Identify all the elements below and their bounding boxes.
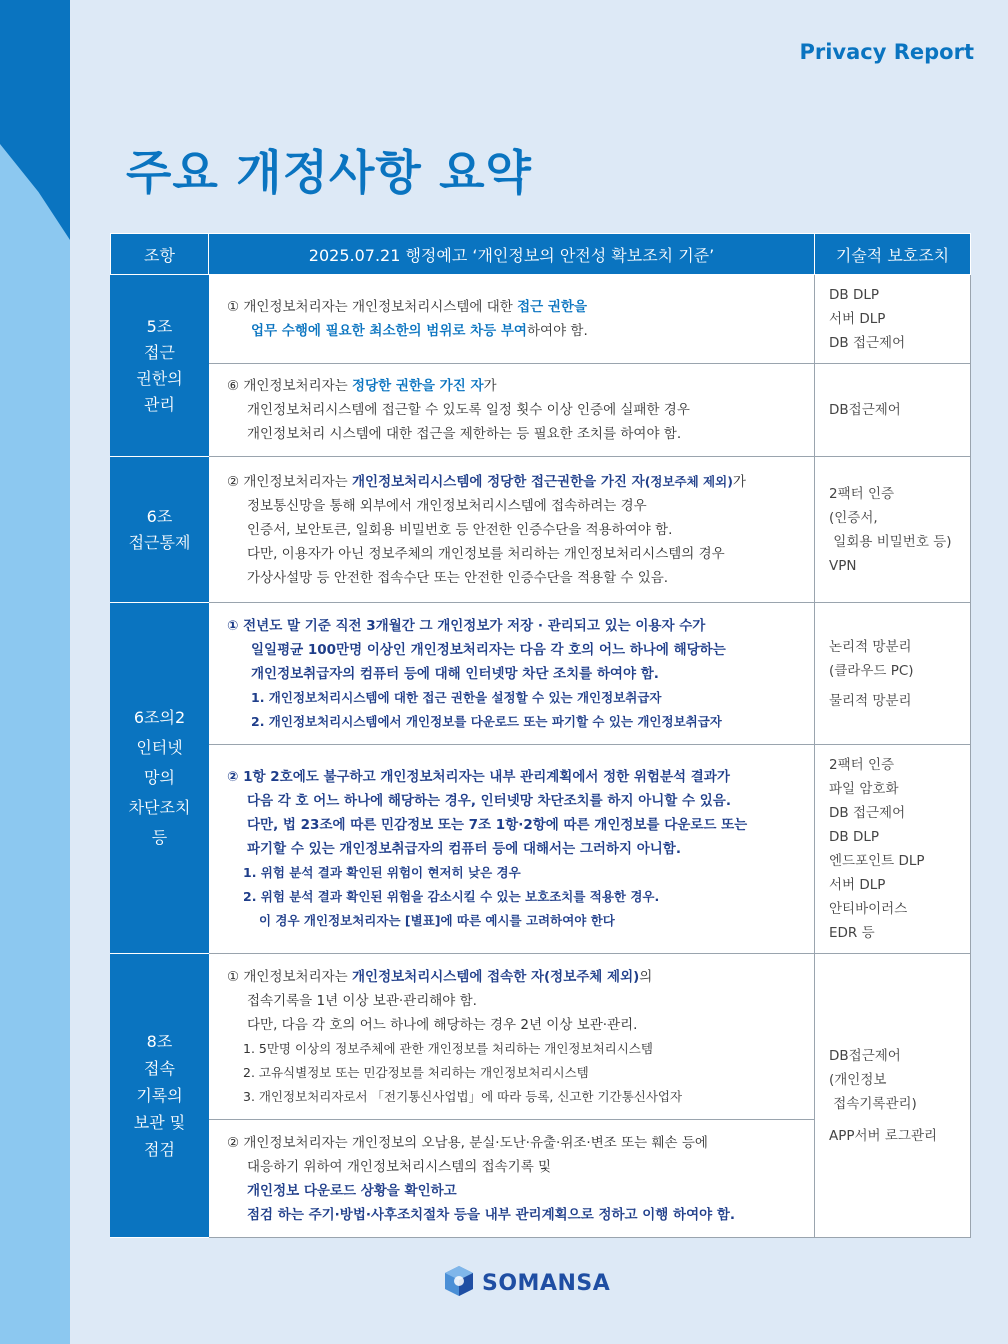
content-line: 1. 5만명 이상의 정보주체에 관한 개인정보를 처리하는 개인정보처리시스템 xyxy=(243,1040,653,1056)
clause-cell-5 xyxy=(111,275,209,457)
clause-cell-6 xyxy=(111,457,209,603)
highlight-text: 개인정보처리시스템에 정당한 접근권한을 가진 자 xyxy=(352,473,645,490)
content-line xyxy=(227,374,802,398)
tech-item: EDR 등 xyxy=(829,925,875,941)
highlight-text: 정당한 권한을 가진 자 xyxy=(352,378,484,394)
summary-table xyxy=(110,233,971,1238)
table-header-row xyxy=(111,234,971,275)
clause-line: 차단조치 xyxy=(128,798,191,817)
content-cell xyxy=(209,1120,815,1238)
clause-line: 인터넷 xyxy=(136,738,183,757)
clause-line: 6조 xyxy=(146,506,173,526)
highlight-text: 업무 수행에 필요한 최소한의 범위로 차등 부여 xyxy=(251,323,527,339)
content-line: 일일평균 100만명 이상인 개인정보처리자는 다음 각 호의 어느 하나에 해당하는 xyxy=(251,641,726,658)
content-cell xyxy=(209,954,815,1120)
page-title: 주요 개정사항 요약 xyxy=(126,146,532,201)
tech-item: DB 접근제어 xyxy=(829,805,906,821)
content-line xyxy=(227,319,802,343)
content-line: 파기할 수 있는 개인정보취급자의 컴퓨터 등에 대해서는 그러하지 아니함. xyxy=(247,841,681,857)
header-content: 2025.07.21 행정예고 ‘개인정보의 안전성 확보조치 기준’ xyxy=(209,234,815,275)
text: ⑥ 개인정보처리자는 xyxy=(227,378,353,394)
content-line: 이 경우 개인정보처리자는 [별표]에 따른 예시를 고려하여야 한다 xyxy=(259,913,615,928)
tech-cell xyxy=(815,745,971,954)
tech-item: 2팩터 인증 xyxy=(829,757,895,773)
tech-item: 접속기록관리) xyxy=(829,1095,917,1112)
clause-line: 5조 xyxy=(146,316,173,336)
tech-item: (인증서, xyxy=(829,509,878,526)
content-line: 개인정보 다운로드 상황을 확인하고 xyxy=(247,1182,457,1199)
content-line: 1. 개인정보처리시스템에 대한 접근 권한을 설정할 수 있는 개인정보취급자 xyxy=(251,689,662,705)
table-row xyxy=(111,954,971,1120)
tech-item: DB DLP xyxy=(829,287,880,303)
text: 의 xyxy=(639,968,653,985)
content-line: 2. 위험 분석 결과 확인된 위험을 감소시킬 수 있는 보호조치를 적용한 경우. xyxy=(243,889,660,904)
content-line: 다음 각 호 어느 하나에 해당하는 경우, 인터넷망 차단조치를 하지 아니할 수 있음. xyxy=(247,793,731,809)
text: ① 개인정보처리자는 개인정보처리시스템에 대한 xyxy=(227,299,518,315)
tech-item: 물리적 망분리 xyxy=(829,692,912,709)
highlight-text: 개인정보처리시스템에 접속한 자(정보주체 제외) xyxy=(352,968,640,985)
content-line: ① 전년도 말 기준 직전 3개월간 그 개인정보가 저장 · 관리되고 있는 이용자 수가 xyxy=(227,617,706,634)
content-cell xyxy=(209,603,815,745)
tech-cell xyxy=(815,275,971,364)
content-line: ② 1항 2호에도 불구하고 개인정보처리자는 내부 관리계획에서 정한 위험분석 결과가 xyxy=(227,769,730,785)
clause-line: 관리 xyxy=(144,394,175,414)
tech-item: 2팩터 인증 xyxy=(829,485,895,502)
tech-item: 논리적 망분리 xyxy=(829,638,912,655)
clause-line: 보관 및 xyxy=(133,1113,186,1132)
tech-item: DB접근제어 xyxy=(829,402,901,418)
content-line: 개인정보처리시스템에 접근할 수 있도록 일정 횟수 이상 인증에 실패한 경우 xyxy=(247,402,690,418)
content-cell xyxy=(209,457,815,603)
content-line: 다만, 이용자가 아닌 정보주체의 개인정보를 처리하는 개인정보처리시스템의 경우 xyxy=(247,545,725,562)
content-line: ② 개인정보처리자는 개인정보의 오남용, 분실·도난·유출·위조·변조 또는 훼손 등에 xyxy=(227,1134,708,1151)
table-row xyxy=(111,275,971,364)
content-line: 1. 위험 분석 결과 확인된 위험이 현저히 낮은 경우 xyxy=(243,865,521,880)
tech-item: DB접근제어 xyxy=(829,1047,901,1064)
content-cell xyxy=(209,364,815,457)
clause-line: 접근 xyxy=(144,342,175,362)
content-line: 가상사설망 등 안전한 접속수단 또는 안전한 인증수단을 적용할 수 있음. xyxy=(247,569,669,586)
tech-item: APP서버 로그관리 xyxy=(829,1127,938,1144)
content-line: 다만, 다음 각 호의 어느 하나에 해당하는 경우 2년 이상 보관·관리. xyxy=(247,1016,638,1033)
clause-cell-6-2 xyxy=(111,603,209,954)
tech-item: DB 접근제어 xyxy=(829,335,906,351)
clause-line: 기록의 xyxy=(136,1086,183,1105)
tech-item: 일회용 비밀번호 등) xyxy=(829,533,952,550)
summary-table-wrapper xyxy=(110,233,970,1238)
content-line: 3. 개인정보처리자로서 「전기통신사업법」에 따라 등록, 신고한 기간통신사업자 xyxy=(243,1088,683,1104)
tech-item: (클라우드 PC) xyxy=(829,662,914,679)
clause-line: 6조의2 xyxy=(133,708,186,727)
clause-cell-8 xyxy=(111,954,209,1238)
text: ② 개인정보처리자는 xyxy=(227,473,353,490)
clause-line: 등 xyxy=(151,828,168,847)
tech-cell xyxy=(815,457,971,603)
text: 가 xyxy=(732,473,746,490)
text: 하여야 함. xyxy=(526,323,588,339)
tech-item: 서버 DLP xyxy=(829,877,886,893)
company-logo xyxy=(442,1264,610,1302)
highlight-text: (정보주체 제외) xyxy=(644,473,733,489)
highlight-text: 접근 권한을 xyxy=(517,299,587,315)
content-line xyxy=(227,470,802,494)
content-line: 접속기록을 1년 이상 보관·관리해야 함. xyxy=(247,992,477,1009)
content-line: 대응하기 위하여 개인정보처리시스템의 접속기록 및 xyxy=(247,1158,552,1175)
content-cell xyxy=(209,745,815,954)
clause-line: 8조 xyxy=(146,1032,173,1051)
table-row xyxy=(111,457,971,603)
content-line: 2. 개인정보처리시스템에서 개인정보를 다운로드 또는 파기할 수 있는 개인정보취급자 xyxy=(251,713,722,729)
clause-line: 점검 xyxy=(144,1140,175,1159)
tech-cell xyxy=(815,954,971,1238)
table-row xyxy=(111,603,971,745)
report-label: Privacy Report xyxy=(799,40,974,64)
content-line: 인증서, 보안토큰, 일회용 비밀번호 등 안전한 인증수단을 적용하여야 함. xyxy=(247,521,673,538)
content-cell xyxy=(209,275,815,364)
content-line: 정보통신망을 통해 외부에서 개인정보처리시스템에 접속하려는 경우 xyxy=(247,497,647,514)
content-line: 점검 하는 주기·방법·사후조치절차 등을 내부 관리계획으로 정하고 이행 하여야 함. xyxy=(247,1206,736,1223)
tech-item: DB DLP xyxy=(829,829,880,845)
tech-item: 엔드포인트 DLP xyxy=(829,853,925,869)
content-line xyxy=(227,295,802,319)
clause-line: 접속 xyxy=(144,1059,175,1078)
content-line: 개인정보처리 시스템에 대한 접근을 제한하는 등 필요한 조치를 하여야 함. xyxy=(247,426,682,442)
tech-item: 서버 DLP xyxy=(829,311,886,327)
content-line: 다만, 법 23조에 따른 민감정보 또는 7조 1항·2항에 따른 개인정보를 다운로드 또는 xyxy=(247,817,748,833)
clause-line: 접근통제 xyxy=(128,532,191,552)
table-row xyxy=(111,745,971,954)
cube-logo-icon xyxy=(442,1264,476,1302)
tech-item: VPN xyxy=(829,557,857,574)
clause-line: 망의 xyxy=(144,768,175,787)
logo-text: SOMANSA xyxy=(482,1270,611,1296)
content-line: 개인정보취급자의 컴퓨터 등에 대해 인터넷망 차단 조치를 하여야 함. xyxy=(251,665,659,682)
content-line xyxy=(227,965,802,989)
header-tech: 기술적 보호조치 xyxy=(815,234,971,275)
table-row xyxy=(111,364,971,457)
tech-item: 안티바이러스 xyxy=(829,901,908,917)
clause-line: 권한의 xyxy=(136,368,183,388)
content-line: 2. 고유식별정보 또는 민감정보를 처리하는 개인정보처리시스템 xyxy=(243,1064,589,1080)
tech-cell xyxy=(815,603,971,745)
text: 가 xyxy=(483,378,497,394)
tech-item: (개인정보 xyxy=(829,1071,887,1088)
text: ① 개인정보처리자는 xyxy=(227,968,353,985)
header-clause: 조항 xyxy=(111,234,209,275)
tech-item: 파일 암호화 xyxy=(829,781,899,797)
tech-cell xyxy=(815,364,971,457)
